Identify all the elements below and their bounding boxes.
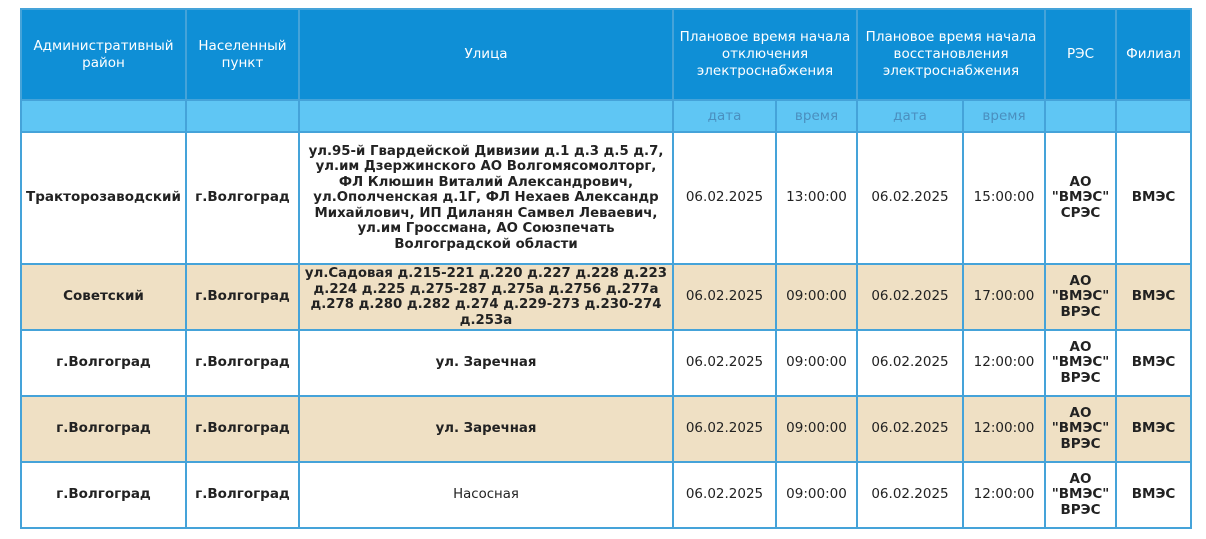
subheader-empty (299, 100, 673, 132)
cell-off-time: 09:00:00 (776, 264, 857, 330)
cell-off-date: 06.02.2025 (673, 264, 776, 330)
cell-res: АО "ВМЭС" СРЭС (1045, 132, 1116, 264)
cell-locality: г.Волгоград (186, 132, 299, 264)
cell-res: АО "ВМЭС" ВРЭС (1045, 264, 1116, 330)
header-locality: Населенный пункт (186, 9, 299, 100)
cell-locality: г.Волгоград (186, 462, 299, 528)
subheader-on-time: время (963, 100, 1045, 132)
cell-on-time: 17:00:00 (963, 264, 1045, 330)
cell-locality: г.Волгоград (186, 396, 299, 462)
subheader-empty (186, 100, 299, 132)
cell-district: г.Волгоград (21, 396, 186, 462)
cell-off-date: 06.02.2025 (673, 132, 776, 264)
header-row (21, 9, 1191, 100)
cell-street: ул.95-й Гвардейской Дивизии д.1 д.3 д.5 д.7, ул.им Дзержинского АО Волгомясомолторг, ФЛ Клюшин Виталий Александрович, ул.Ополченская д.1Г, ФЛ Нехаев Александр Михайлович, ИП Диланян Самвел Леваевич, ул.им Гроссмана, АО Союзпечать Волгоградской области (299, 132, 673, 264)
cell-branch: ВМЭС (1116, 264, 1191, 330)
cell-off-date: 06.02.2025 (673, 330, 776, 396)
cell-district: Тракторозаводский (21, 132, 186, 264)
cell-on-time: 12:00:00 (963, 462, 1045, 528)
subheader-empty (21, 100, 186, 132)
cell-street: ул. Заречная (299, 330, 673, 396)
table-row (21, 330, 1191, 396)
header-branch: Филиал (1116, 9, 1191, 100)
cell-on-date: 06.02.2025 (857, 462, 963, 528)
cell-district: Советский (21, 264, 186, 330)
cell-off-date: 06.02.2025 (673, 462, 776, 528)
subheader-empty (1116, 100, 1191, 132)
table-row (21, 462, 1191, 528)
header-district: Административный район (21, 9, 186, 100)
cell-off-time: 09:00:00 (776, 330, 857, 396)
subheader-empty (1045, 100, 1116, 132)
cell-street: ул. Заречная (299, 396, 673, 462)
cell-branch: ВМЭС (1116, 396, 1191, 462)
subheader-on-date: дата (857, 100, 963, 132)
cell-street: ул.Садовая д.215-221 д.220 д.227 д.228 д.223 д.224 д.225 д.275-287 д.275а д.2756 д.277а д.278 д.280 д.282 д.274 д.229-273 д.230-274 д.253а (299, 264, 673, 330)
cell-off-time: 09:00:00 (776, 396, 857, 462)
table-row (21, 264, 1191, 330)
table-row (21, 132, 1191, 264)
cell-off-time: 13:00:00 (776, 132, 857, 264)
cell-on-time: 12:00:00 (963, 330, 1045, 396)
cell-res: АО "ВМЭС" ВРЭС (1045, 396, 1116, 462)
header-res: РЭС (1045, 9, 1116, 100)
cell-res: АО "ВМЭС" ВРЭС (1045, 462, 1116, 528)
cell-off-date: 06.02.2025 (673, 396, 776, 462)
outage-schedule-table (20, 8, 1192, 529)
outage-table-container (20, 8, 1190, 529)
cell-street: Насосная (299, 462, 673, 528)
cell-off-time: 09:00:00 (776, 462, 857, 528)
cell-district: г.Волгоград (21, 462, 186, 528)
cell-on-date: 06.02.2025 (857, 330, 963, 396)
cell-locality: г.Волгоград (186, 330, 299, 396)
cell-on-date: 06.02.2025 (857, 132, 963, 264)
subheader-off-time: время (776, 100, 857, 132)
cell-branch: ВМЭС (1116, 462, 1191, 528)
cell-res: АО "ВМЭС" ВРЭС (1045, 330, 1116, 396)
cell-district: г.Волгоград (21, 330, 186, 396)
cell-branch: ВМЭС (1116, 330, 1191, 396)
header-planned-off: Плановое время начала отключения электроснабжения (673, 9, 857, 100)
header-street: Улица (299, 9, 673, 100)
header-planned-on: Плановое время начала восстановления электроснабжения (857, 9, 1045, 100)
cell-on-date: 06.02.2025 (857, 396, 963, 462)
cell-locality: г.Волгоград (186, 264, 299, 330)
subheader-row (21, 100, 1191, 132)
table-row (21, 396, 1191, 462)
subheader-off-date: дата (673, 100, 776, 132)
cell-branch: ВМЭС (1116, 132, 1191, 264)
cell-on-time: 15:00:00 (963, 132, 1045, 264)
cell-on-time: 12:00:00 (963, 396, 1045, 462)
cell-on-date: 06.02.2025 (857, 264, 963, 330)
